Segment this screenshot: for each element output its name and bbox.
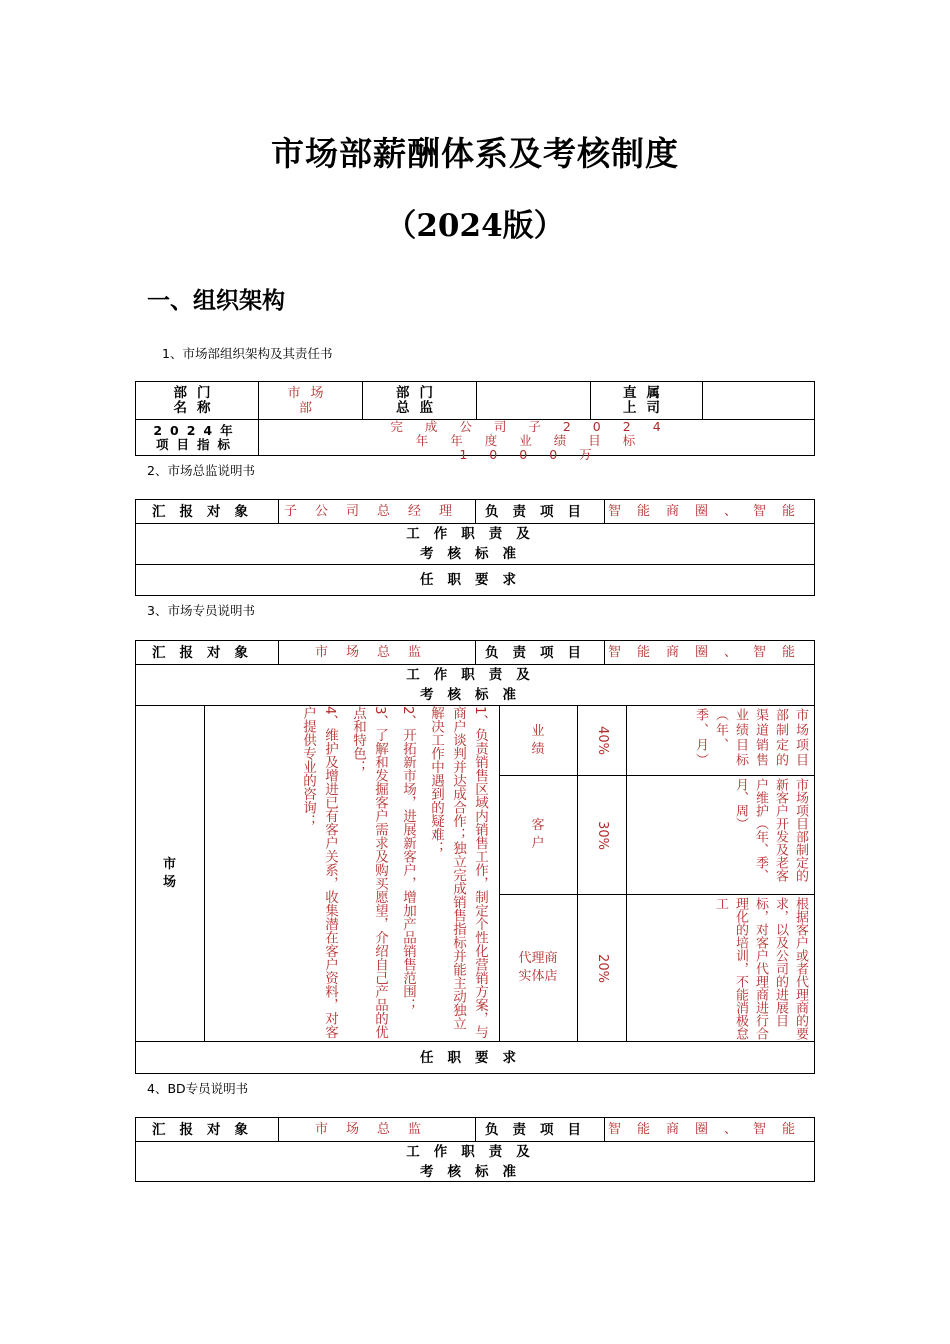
superior-label: 直属上司	[590, 382, 702, 419]
document-title: 市场部薪酬体系及考核制度	[271, 134, 679, 173]
responsible-value: 智能商圈、智能	[604, 500, 814, 523]
kpi-name: 客户	[499, 775, 577, 894]
duty-header: 工作职责及考核标准	[136, 664, 814, 705]
duties-cell	[204, 705, 499, 1041]
kpi-desc: 根据客户或者代理商的要求，以及公司的进展目标，对客户代理商进行合理化的培训，不能消极怠工	[626, 894, 814, 1041]
responsible-label: 负责项目	[475, 500, 604, 523]
target-label: 2024年项目指标	[136, 419, 258, 455]
caption-1: 1、市场部组织架构及其责任书	[162, 346, 333, 361]
document-subtitle: （2024版）	[385, 208, 565, 244]
role-cell: 市场	[136, 705, 204, 1041]
dept-name-value: 市场部	[258, 382, 362, 419]
kpi-weight: 40%	[577, 705, 626, 775]
kpi-weight: 20%	[577, 894, 626, 1041]
duty-item: 1、负责销售区域内销售工作，制定个性化营销方案，与商户谈判并达成合作；独立完成销售指标并能主动独立解决工作中遇到的疑难；	[428, 706, 488, 1039]
supervisor-label: 部门总监	[362, 382, 476, 419]
report-to-label: 汇报对象	[152, 644, 262, 661]
requirements-header: 任职要求	[136, 564, 814, 595]
supervisor-value	[476, 382, 590, 419]
table-director-spec	[135, 499, 815, 596]
caption-3: 3、市场专员说明书	[147, 603, 255, 618]
requirements-header: 任职要求	[136, 1041, 814, 1073]
kpi-name: 业绩	[499, 705, 577, 775]
caption-2: 2、市场总监说明书	[147, 463, 255, 478]
kpi-desc: 市场项目部制定的渠道销售业绩目标（年、季、月）	[626, 705, 814, 775]
target-value: 完成公司子2024年年度业绩目标1000万	[258, 419, 814, 455]
report-to-label: 汇报对象	[152, 503, 262, 520]
report-to-value: 市场总监	[278, 1118, 475, 1141]
report-to-value: 子公司总经理	[278, 500, 475, 523]
report-to-label: 汇报对象	[152, 1121, 262, 1138]
caption-4: 4、BD专员说明书	[147, 1081, 249, 1096]
table-bd-spec	[135, 1117, 815, 1182]
duty-header: 工作职责及考核标准	[136, 1141, 814, 1181]
section-heading: 一、组织架构	[147, 288, 285, 314]
superior-value	[702, 382, 814, 419]
duty-item: 2、开拓新市场，进展新客户，增加产品销售范围；	[400, 706, 416, 1012]
kpi-name: 代理商实体店	[499, 894, 577, 1041]
responsible-value: 智能商圈、智能	[604, 641, 814, 664]
responsible-label: 负责项目	[475, 641, 604, 664]
duty-header: 工作职责及考核标准	[136, 523, 814, 564]
table-org-structure	[135, 381, 815, 462]
report-to-value: 市场总监	[278, 641, 475, 664]
duty-item: 3、了解和发掘客户需求及购买愿望，介绍自己产品的优点和特色；	[350, 706, 388, 1039]
kpi-weight: 30%	[577, 775, 626, 894]
responsible-value: 智能商圈、智能	[604, 1118, 814, 1141]
duty-item: 4、维护及增进已有客户关系，收集潜在客户资料，对客户提供专业的咨询；	[300, 706, 338, 1039]
kpi-desc: 市场项目部制定的新客户开发及老客户维护（年、季、月、周）	[626, 775, 814, 894]
responsible-label: 负责项目	[475, 1118, 604, 1141]
table-specialist-spec	[135, 640, 815, 1074]
dept-name-label: 部门名称	[173, 384, 221, 416]
